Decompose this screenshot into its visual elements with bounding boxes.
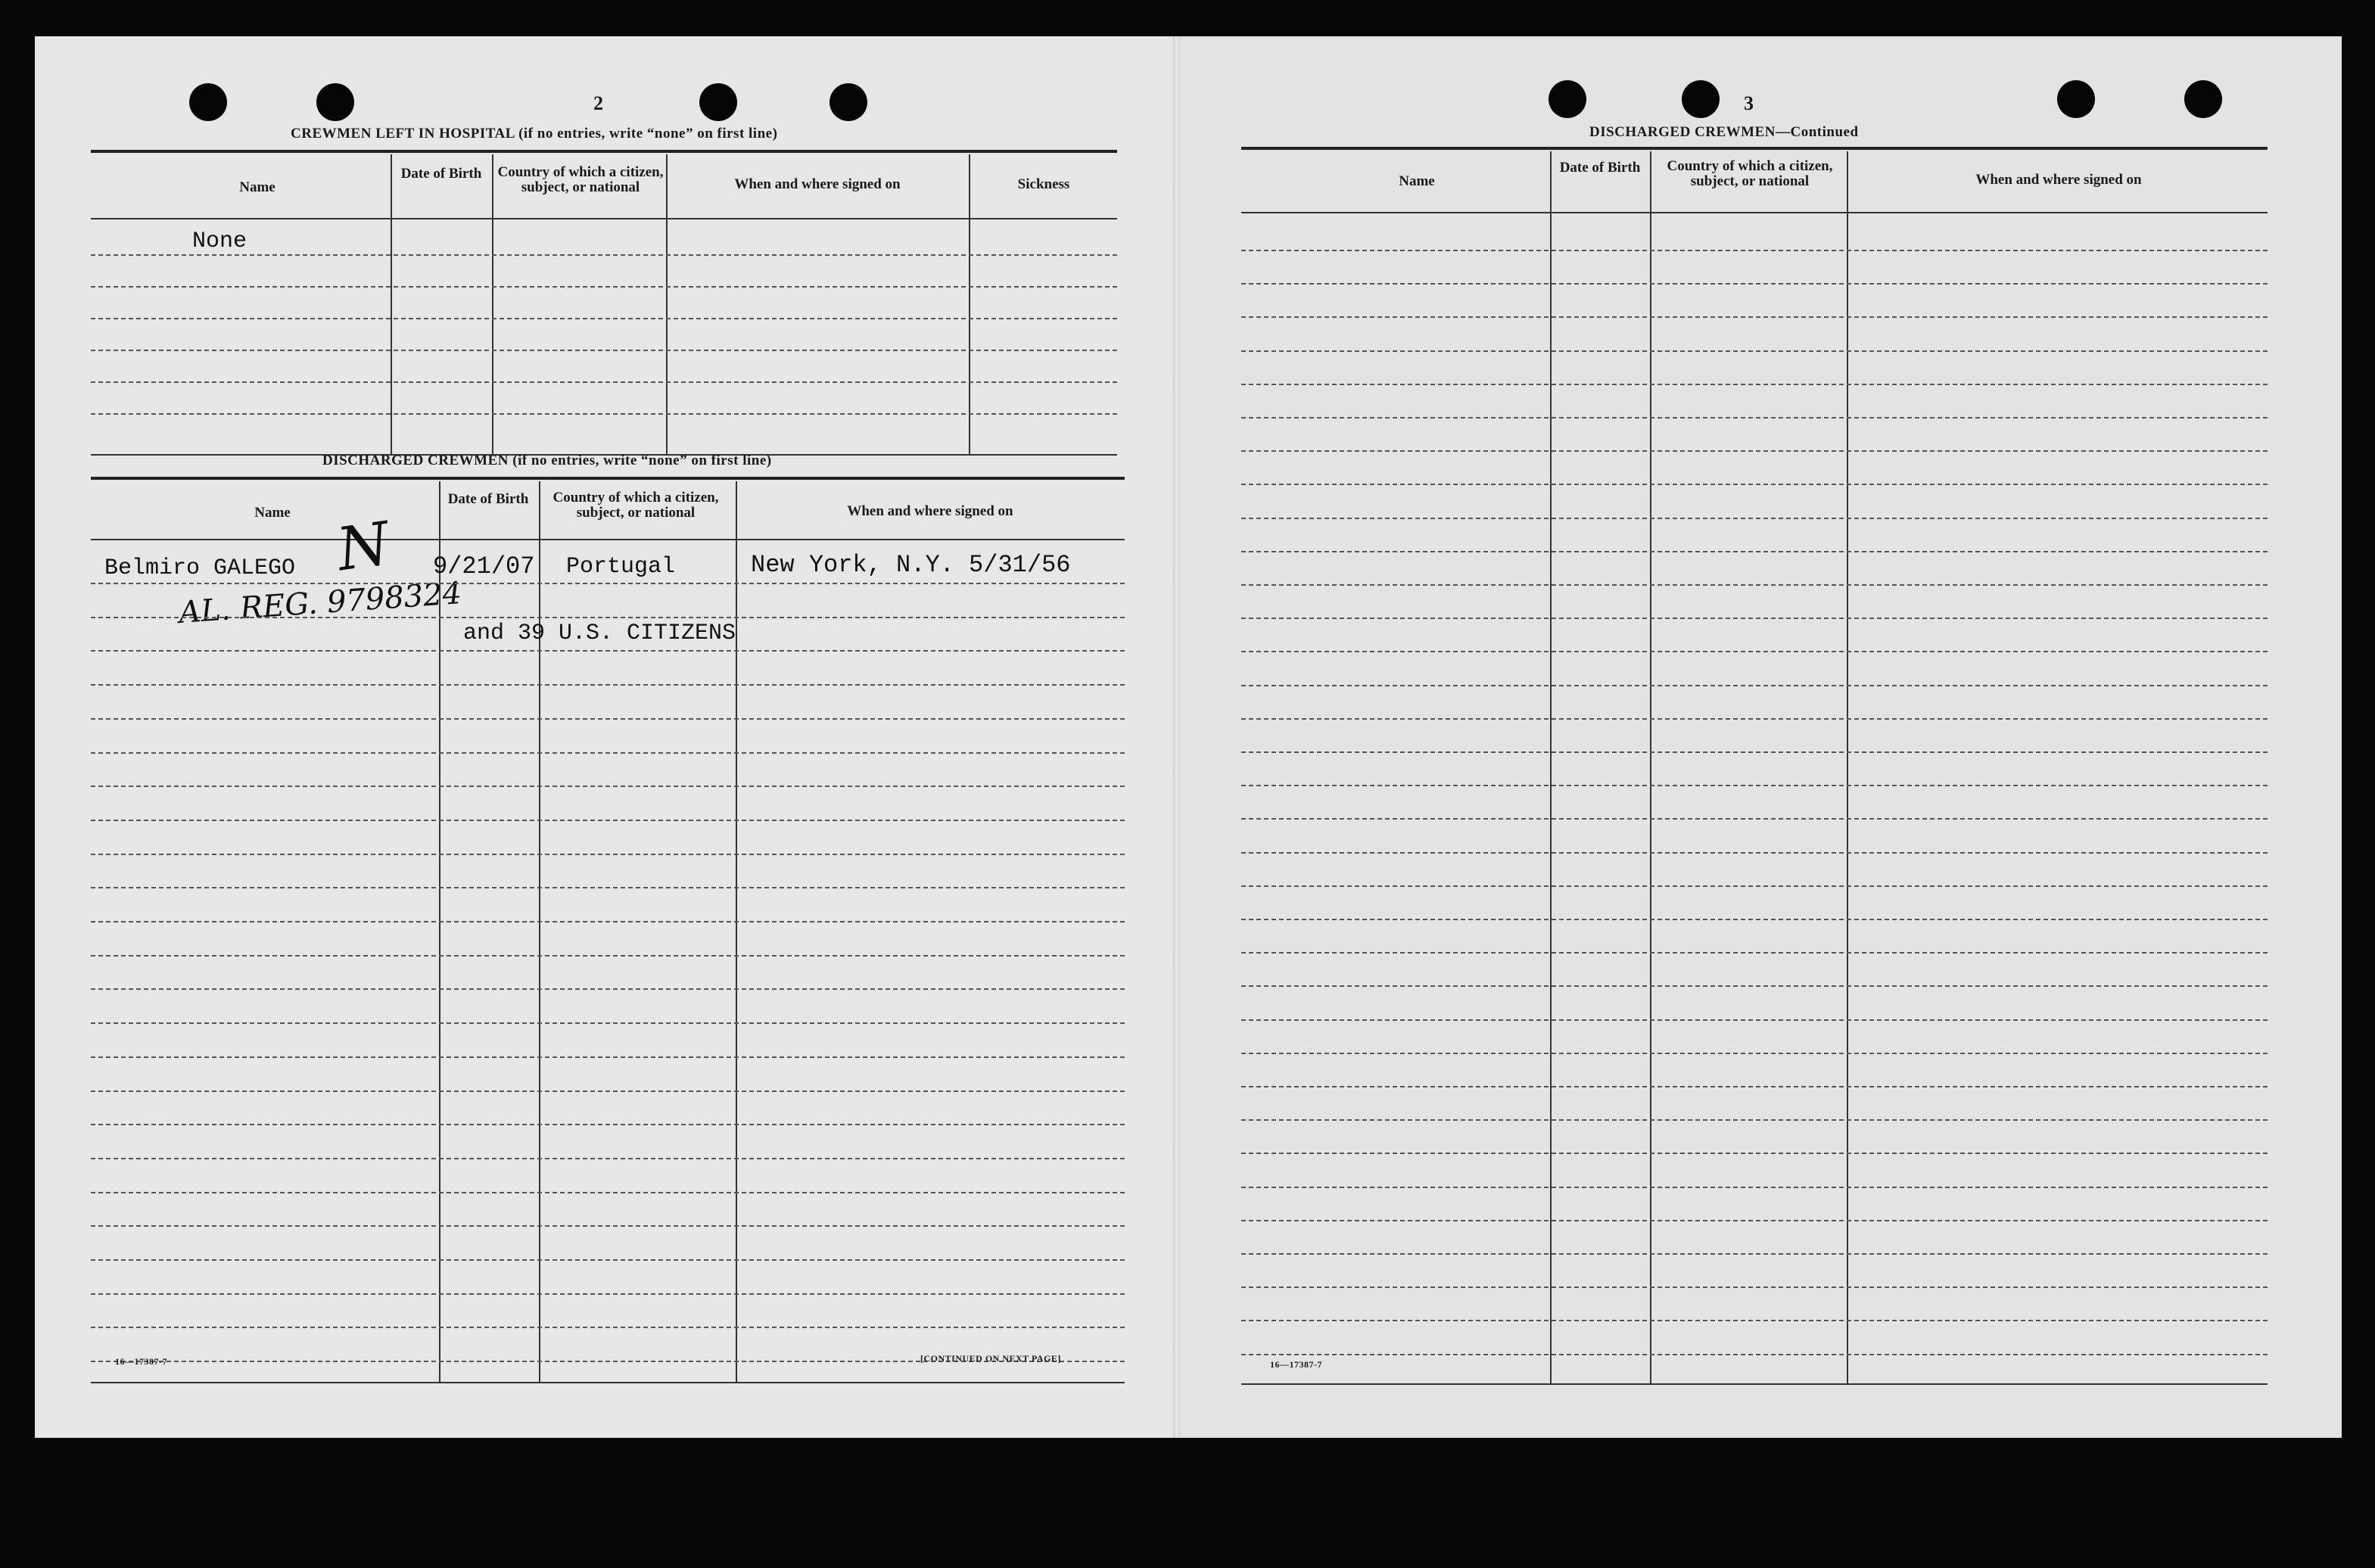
row-line xyxy=(1241,685,2268,686)
row-line xyxy=(1241,1253,2268,1255)
row-line xyxy=(91,650,1125,652)
punch-hole xyxy=(2057,80,2095,118)
col-header-name: Name xyxy=(239,179,275,195)
row-line xyxy=(91,887,1125,888)
form-number: 16—17387-7 xyxy=(1270,1359,1322,1370)
col-divider xyxy=(666,154,668,456)
row-line xyxy=(1241,350,2268,352)
punch-hole xyxy=(830,83,867,121)
row-line xyxy=(1241,417,2268,418)
row-line xyxy=(91,1192,1125,1193)
punch-hole xyxy=(699,83,737,121)
row-line xyxy=(1241,952,2268,954)
row-line xyxy=(1241,1354,2268,1355)
row-line xyxy=(1241,384,2268,385)
continued-note: [CONTINUED ON NEXT PAGE] xyxy=(920,1353,1061,1364)
col-divider xyxy=(1847,151,1848,1385)
row-line xyxy=(91,1259,1125,1261)
row-line xyxy=(91,718,1125,720)
row-line xyxy=(1241,484,2268,485)
row-line xyxy=(91,286,1117,288)
row-line xyxy=(91,1327,1125,1328)
row-line xyxy=(1241,584,2268,586)
row-line xyxy=(1241,1019,2268,1021)
row-line xyxy=(91,617,1125,618)
row-line xyxy=(91,921,1125,922)
col-divider xyxy=(1550,151,1552,1385)
row-line xyxy=(1241,1053,2268,1054)
crewman-name: Belmiro GALEGO xyxy=(104,555,296,581)
table-top-rule xyxy=(1241,147,2268,150)
row-line xyxy=(1241,751,2268,753)
crewman-country: Portugal xyxy=(566,554,676,580)
col-header-signed-on: When and where signed on xyxy=(734,176,901,192)
col-header-dob: Date of Birth xyxy=(400,166,482,182)
row-line xyxy=(91,350,1117,351)
row-line xyxy=(1241,618,2268,619)
left-page xyxy=(35,36,1173,1438)
row-line xyxy=(91,254,1117,256)
crewman-signed-on: New York, N.Y. 5/31/56 xyxy=(751,551,1071,579)
punch-hole xyxy=(316,83,354,121)
punch-hole xyxy=(1682,80,1720,118)
row-line xyxy=(91,1056,1125,1058)
row-line xyxy=(1241,919,2268,920)
row-line xyxy=(91,955,1125,957)
col-header-country: Country of which a citizen, subject, or national xyxy=(497,164,664,195)
row-line xyxy=(91,1293,1125,1295)
check-mark: N xyxy=(333,509,394,585)
col-header-signed-on: When and where signed on xyxy=(847,503,1013,519)
col-header-name: Name xyxy=(1399,173,1435,189)
hospital-entry-name: None xyxy=(192,229,247,254)
row-line xyxy=(1241,250,2268,251)
page-number: 2 xyxy=(593,92,603,114)
row-line xyxy=(91,854,1125,855)
col-header-name: Name xyxy=(254,505,291,521)
punch-hole xyxy=(189,83,227,121)
row-line xyxy=(1241,885,2268,887)
punch-hole xyxy=(2184,80,2222,118)
crewman-dob: 9/21/07 xyxy=(433,552,535,580)
row-line xyxy=(91,1090,1125,1092)
row-line xyxy=(91,684,1125,686)
row-line xyxy=(91,1022,1125,1024)
col-header-dob: Date of Birth xyxy=(447,491,529,507)
row-line xyxy=(1241,551,2268,552)
row-line xyxy=(1241,1286,2268,1288)
table-bottom-rule xyxy=(1241,1383,2268,1385)
row-line xyxy=(1241,518,2268,519)
hospital-section-title: CREWMEN LEFT IN HOSPITAL (if no entries, write “none” on first line) xyxy=(291,126,778,142)
row-line xyxy=(1241,785,2268,786)
row-line xyxy=(91,786,1125,787)
header-rule xyxy=(1241,212,2268,213)
row-line xyxy=(1241,818,2268,820)
col-header-country: Country of which a citizen, subject, or national xyxy=(1667,158,1833,189)
table-top-rule xyxy=(91,150,1117,153)
row-line xyxy=(1241,985,2268,987)
row-line xyxy=(1241,450,2268,452)
row-line xyxy=(1241,1119,2268,1121)
row-line xyxy=(1241,283,2268,285)
citizens-note: and 39 U.S. CITIZENS xyxy=(463,621,736,646)
row-line xyxy=(91,1158,1125,1159)
row-line xyxy=(91,820,1125,821)
row-line xyxy=(91,1124,1125,1125)
row-line xyxy=(91,318,1117,319)
row-line xyxy=(91,413,1117,415)
row-line xyxy=(91,1225,1125,1227)
col-header-signed-on: When and where signed on xyxy=(1975,172,2142,188)
alien-registration: AL. REG. 9798324 xyxy=(177,576,463,630)
col-divider xyxy=(492,154,493,456)
row-line xyxy=(1241,1086,2268,1087)
header-rule xyxy=(91,218,1117,219)
page-number: 3 xyxy=(1744,92,1754,114)
row-line xyxy=(1241,1320,2268,1321)
right-page xyxy=(1181,36,2342,1438)
row-line xyxy=(1241,651,2268,652)
row-line xyxy=(1241,1187,2268,1188)
col-header-sickness: Sickness xyxy=(1017,176,1070,192)
row-line xyxy=(91,381,1117,383)
row-line xyxy=(1241,1153,2268,1154)
col-divider xyxy=(969,154,970,456)
row-line xyxy=(1241,316,2268,318)
col-divider xyxy=(391,154,392,456)
row-line xyxy=(1241,852,2268,854)
row-line xyxy=(1241,718,2268,720)
table-bottom-rule xyxy=(91,1382,1125,1383)
form-number: 16—17387-7 xyxy=(115,1356,167,1367)
col-header-dob: Date of Birth xyxy=(1559,160,1641,176)
col-header-country: Country of which a citizen, subject, or national xyxy=(553,490,719,521)
row-line xyxy=(91,583,1125,584)
col-divider xyxy=(1650,151,1651,1385)
row-line xyxy=(1241,1220,2268,1221)
table-top-rule xyxy=(91,477,1125,480)
discharged-continued-title: DISCHARGED CREWMEN—Continued xyxy=(1589,124,1859,140)
row-line xyxy=(91,752,1125,754)
header-rule xyxy=(91,539,1125,540)
row-line xyxy=(91,988,1125,990)
punch-hole xyxy=(1549,80,1586,118)
discharged-section-title: DISCHARGED CREWMEN (if no entries, write “none” on first line) xyxy=(322,453,772,468)
